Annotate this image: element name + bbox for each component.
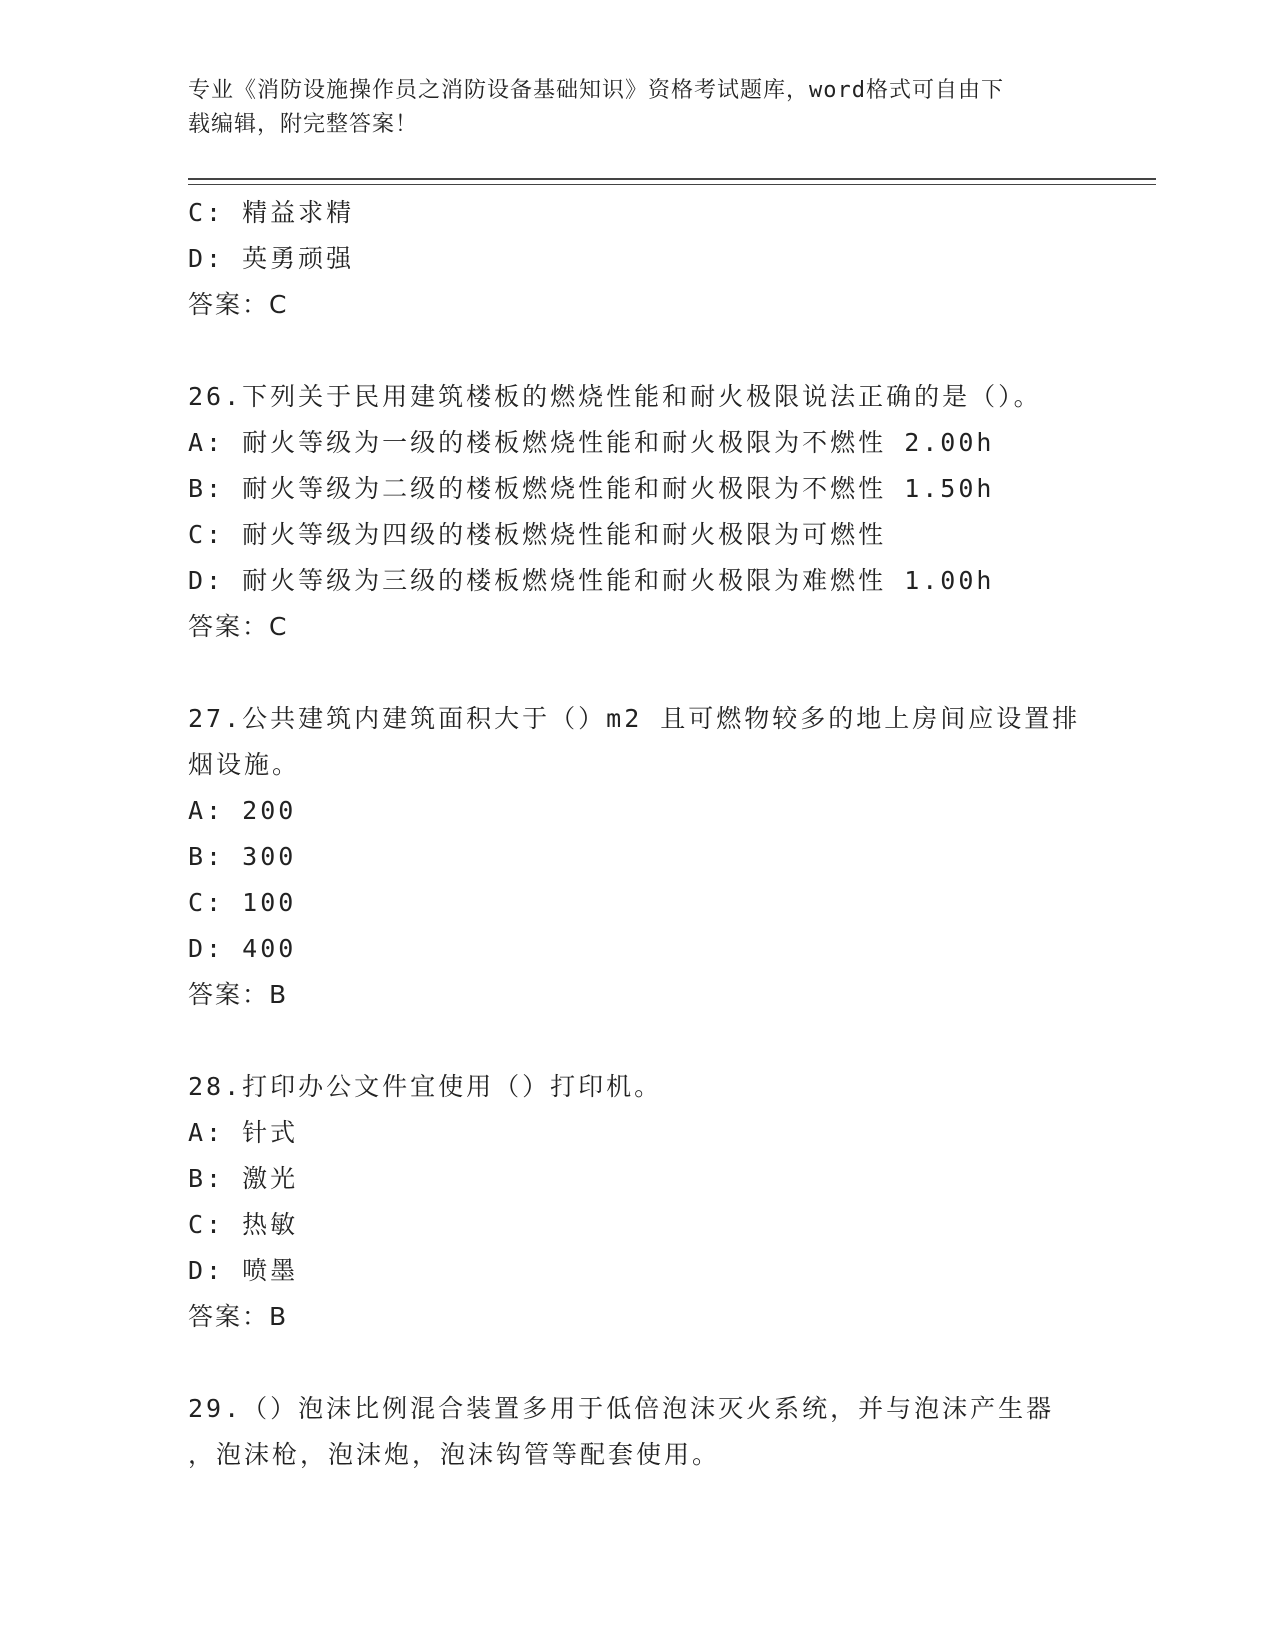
- question-stem: 28.打印办公文件宜使用（）打印机。: [188, 1072, 663, 1101]
- option-line: B: 耐火等级为二级的楼板燃烧性能和耐火极限为不燃性 1.50h: [188, 474, 995, 503]
- header-line-1: 专业《消防设施操作员之消防设备基础知识》资格考试题库，word格式可自由下: [188, 78, 1004, 103]
- question-stem: 烟设施。: [188, 750, 301, 779]
- option-line: C: 精益求精: [188, 198, 355, 227]
- option-line: B: 300: [188, 842, 297, 871]
- option-line: A: 针式: [188, 1118, 299, 1147]
- option-line: C: 100: [188, 888, 297, 917]
- answer-line: 答案：B: [188, 1302, 289, 1331]
- document-header: [188, 74, 1068, 142]
- option-line: A: 耐火等级为一级的楼板燃烧性能和耐火极限为不燃性 2.00h: [188, 428, 995, 457]
- option-line: D: 400: [188, 934, 297, 963]
- answer-line: 答案：C: [188, 290, 289, 319]
- option-line: B: 激光: [188, 1164, 299, 1193]
- option-line: D: 英勇顽强: [188, 244, 355, 273]
- option-line: C: 耐火等级为四级的楼板燃烧性能和耐火极限为可燃性: [188, 520, 887, 549]
- option-line: C: 热敏: [188, 1210, 299, 1239]
- question-stem: ，泡沫枪，泡沫炮，泡沫钩管等配套使用。: [188, 1440, 721, 1469]
- question-stem: 27.公共建筑内建筑面积大于（）m2 且可燃物较多的地上房间应设置排: [188, 704, 1081, 733]
- option-line: D: 喷墨: [188, 1256, 299, 1285]
- question-stem: 26.下列关于民用建筑楼板的燃烧性能和耐火极限说法正确的是（）。: [188, 382, 1042, 411]
- header-line-2: 载编辑，附完整答案！: [188, 112, 419, 137]
- question-stem: 29.（）泡沫比例混合装置多用于低倍泡沫灭火系统，并与泡沫产生器: [188, 1394, 1055, 1423]
- header-divider-thin: [188, 184, 1156, 185]
- question-list: [188, 190, 1148, 1478]
- option-line: D: 耐火等级为三级的楼板燃烧性能和耐火极限为难燃性 1.00h: [188, 566, 995, 595]
- header-divider-thick: [188, 178, 1156, 180]
- answer-line: 答案：C: [188, 612, 289, 641]
- answer-line: 答案：B: [188, 980, 289, 1009]
- option-line: A: 200: [188, 796, 297, 825]
